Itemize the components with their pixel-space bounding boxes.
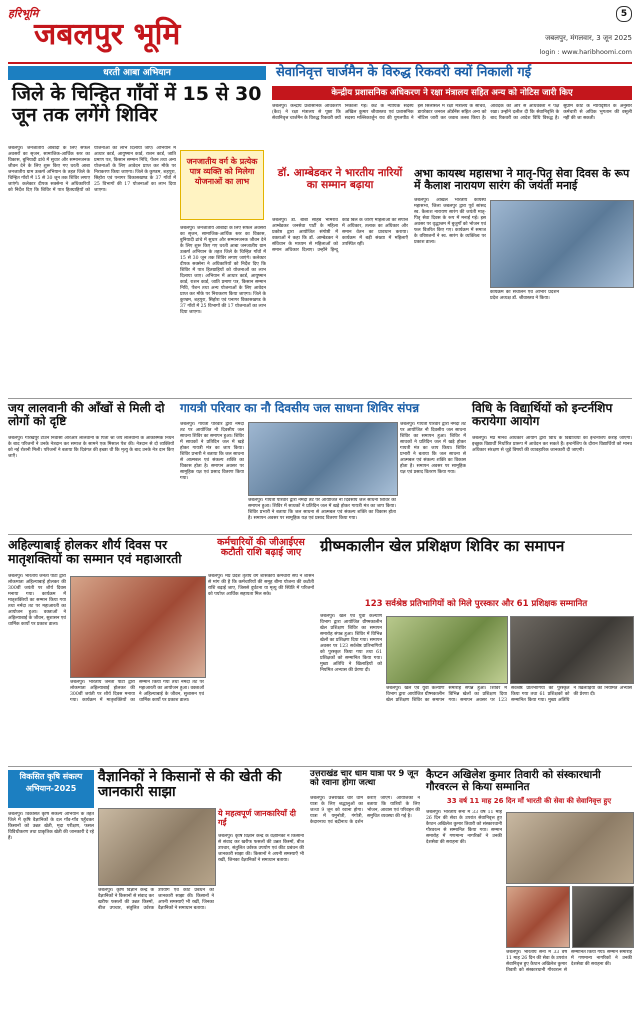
article-vidhi	[472, 402, 632, 532]
body-text: जबलपुर। गोरखपुर टाउन निवासी आरआर लालवानी के पिता श्री जय लालवानी के आकस्मिक निधन के बाद परिजनों ने उनके नेत्रदान कर समाज के सामने एक मिसाल पेश की। नेत्रदान से दो व्यक्तियों को नई रोशनी मिली। परिजनों ने बताया कि दिवंगत की इच्छा थी कि मृत्यु के बाद उनके नेत्र दान किए जाएँ।	[8, 436, 174, 459]
river-photo	[248, 422, 398, 496]
login-link[interactable]: login : www.haribhoomi.com	[539, 48, 632, 56]
body-text: जबलपुर। गायत्री परिवार द्वारा नर्मदा तट पर आयोजित नौ दिवसीय जल साधना शिविर का समापन हुआ। शिविर में साधकों ने प्रतिदिन जल में खड़े होकर गायत्री मंत्र का जाप किया। शिविर प्रभारी ने बताया कि जल साधना से आत्मबल एवं संकल्प शक्ति का विकास होता है। समापन अवसर पर सामूहिक यज्ञ एवं प्रसाद वितरण किया गया।	[180, 422, 244, 481]
body-text: जबलपुर। खेल एवं युवा कल्याण विभाग द्वारा आयोजित ग्रीष्मकालीन खेल प्रशिक्षण शिविर का समापन समारोह संपन्न हुआ। शिविर में विभिन्न खेलों का प्रशिक्षण दिया गया। समापन अवसर पर 123 सर्वश्रेष्ठ प्रतिभागियों को पुरस्कृत किया गया तथा 61 प्रशिक्षकों को सम्मानित किया गया। मुख्य अतिथि ने खिलाड़ियों को नियमित अभ्यास की प्रेरणा दी।	[320, 614, 382, 673]
body-text-2: जबलपुर। भारतीय सेना में 33 वर्ष 11 माह 26 दिन की सेवा के उपरांत सेवानिवृत्त हुए कैप्टन अखिलेश कुमार तिवारी को संस्कारधानी गौरवरत्न से सम्मानित किया गया। सम्मान समारोह में गणमान्य नागरिकों ने उनकी देशसेवा की सराहना की।	[506, 950, 632, 973]
honour-photo-1	[506, 812, 634, 884]
body-text: जबलपुर। उत्तराखंड चार धाम यात्रा के लिए श्रद्धालुओं का जत्था 9 जून को रवाना होगा। यात्रा में यमुनोत्री, गंगोत्री, केदारनाथ एवं बद्रीनाथ के दर्शन कराए जाएंगे। आयोजकों ने बताया कि यात्रियों के लिए भोजन, आवास एवं परिवहन की समुचित व्यवस्था की गई है।	[310, 796, 420, 825]
body-text-2: जबलपुर। कृषि विज्ञान केन्द्र के वैज्ञानिकों ने किसानों से संवाद कर खरीफ फसलों की उन्नत किस्मों, बीज उपचार, संतुलित उर्वरक उपयोग एवं कीट प्रबंधन की जानकारी साझा की। किसानों ने अपनी समस्याएँ भी रखीं, जिनका वैज्ञानिकों ने समाधान बताया।	[98, 888, 214, 911]
section-tag: विकसित कृषि संकल्प अभियान-2025	[8, 770, 94, 808]
article-gayatri	[180, 402, 466, 532]
honour-photo-2	[506, 886, 570, 948]
body-text-2: जबलपुर। गायत्री परिवार द्वारा नर्मदा तट पर आयोजित नौ दिवसीय जल साधना शिविर का समापन हुआ। शिविर में साधकों ने प्रतिदिन जल में खड़े होकर गायत्री मंत्र का जाप किया। शिविर प्रभारी ने बताया कि जल साधना से आत्मबल एवं संकल्प शक्ति का विकास होता है। समापन अवसर पर सामूहिक यज्ञ एवं प्रसाद वितरण किया गया।	[248, 498, 396, 521]
brand-small: हरिभूमि	[8, 7, 39, 20]
divider-3	[8, 766, 632, 767]
article-grishma	[320, 538, 632, 764]
article-vaigyanik	[98, 770, 304, 1006]
headline: विधि के विद्यार्थियों को इन्टर्नशिप करायेगा आयोग	[472, 401, 613, 429]
headline: गायत्री परिवार का नौ दिवसीय जल साधना शिविर संपन्न	[180, 401, 420, 415]
body-text: जबलपुर। विकसित कृषि संकल्प अभियान के तहत जिले में कृषि वैज्ञानिकों के दल गाँव-गाँव पहुँचकर किसानों को उन्नत खेती, मृदा परीक्षण, फसल विविधीकरण तथा प्राकृतिक खेती की जानकारी दे रहे हैं।	[8, 812, 94, 841]
headline: कैप्टन अखिलेश कुमार तिवारी को संस्कारधानी गौरवरत्न से किया सम्मानित	[426, 769, 601, 793]
headline: जय लालवानी की आँखों से मिली दो लोगों को दृष्टि	[8, 401, 165, 429]
article-uttarakhand	[310, 770, 420, 1006]
article-karmachari	[208, 538, 314, 764]
subheadline: केन्द्रीय प्रशासनिक अधिकरण ने रक्षा मंत्रालय सहित अन्य को नोटिस जारी किए	[272, 86, 632, 100]
headline: वैज्ञानिकों ने किसानों से की खेती की जानकारी साझा	[98, 769, 282, 801]
headline: ग्रीष्मकालीन खेल प्रशिक्षण शिविर का समापन	[320, 537, 565, 555]
headline: सेवानिवृत्त चार्जमैन के विरुद्ध रिकवरी क्यों निकाली गई	[276, 65, 532, 80]
body-text: जबलपुर। मप्र मानव अधिकार आयोग द्वारा विधि के विद्यार्थियों को इन्टर्नशिप कराई जाएगी। इच्छुक विद्यार्थी निर्धारित प्रारूप में आवेदन कर सकते हैं। इन्टर्नशिप के दौरान विद्यार्थियों को मानव अधिकार संरक्षण से जुड़े विषयों की व्यावहारिक जानकारी दी जाएगी।	[472, 436, 632, 453]
article-kayastha	[414, 168, 632, 394]
sports-photo-1	[386, 616, 508, 684]
body-text: जबलपुर। मप्र प्रदेश तृतीय वर्ग शासकीय कर्मचारी संघ ने शासन से मांग की है कि कर्मचारियों की समूह बीमा योजना की कटौती राशि बढ़ाई जाए, जिससे दुर्घटना या मृत्यु की स्थिति में परिजनों को पर्याप्त आर्थिक सहायता मिल सके।	[208, 574, 314, 597]
body-text-2: जबलपुर। भारतीय जनता पार्टी द्वारा लोकमाता अहिल्याबाई होलकर की 300वीं जयंती पर शौर्य दिवस मनाया गया। कार्यक्रम में मातृशक्तियों का सम्मान किया गया तथा नर्मदा तट पर महाआरती का आयोजन हुआ। वक्ताओं ने अहिल्याबाई के जीवन, सुशासन एवं धार्मिक कार्यों पर प्रकाश डाला।	[70, 680, 204, 703]
body-text: जबलपुर। भारतीय जनता पार्टी द्वारा लोकमाता अहिल्याबाई होलकर की 300वीं जयंती पर शौर्य दिवस मनाया गया। कार्यक्रम में मातृशक्तियों का सम्मान किया गया तथा नर्मदा तट पर महाआरती का आयोजन हुआ। वक्ताओं ने अहिल्याबाई के जीवन, सुशासन एवं धार्मिक कार्यों पर प्रकाश डाला।	[8, 574, 66, 627]
article-chargeman	[272, 66, 632, 164]
body-text-2: जबलपुर। खेल एवं युवा कल्याण विभाग द्वारा आयोजित ग्रीष्मकालीन खेल प्रशिक्षण शिविर का समापन समारोह संपन्न हुआ। शिविर में विभिन्न खेलों का प्रशिक्षण दिया गया। समापन अवसर पर 123 सर्वश्रेष्ठ प्रतिभागियों को पुरस्कृत किया गया तथा 61 प्रशिक्षकों को सम्मानित किया गया। मुख्य अतिथि ने खिलाड़ियों को नियमित अभ्यास की प्रेरणा दी।	[386, 686, 632, 703]
article-dharti-aaba	[8, 66, 266, 396]
section-tag: धरती आबा अभियान	[8, 66, 266, 80]
body-text: जबलपुर। केन्द्रीय प्रशासनिक अधिकरण (कैट) ने रक्षा मंत्रालय से पूछा कि सेवानिवृत्त चार्जमैन के विरुद्ध रिकवरी क्यों निकाली गई। कैट के न्यायिक सदस्य अखिल कुमार श्रीवास्तव एवं प्रशासनिक सदस्य मल्लिकार्जुन राव की युगलपीठ ने इस सिलसिले में रक्षा मंत्रालय के सचिव, डायरेक्टर जनरल ऑर्डनेंस सहित अन्य को नोटिस जारी कर जवाब तलब किया है। आवेदक की ओर से अधिवक्ता ने पक्ष रखा। उन्होंने दलील दी कि सेवानिवृत्ति के बाद रिकवरी का आदेश विधि विरुद्ध है। सुप्रीम कोर्ट के न्यायदृष्टांत के अनुसार कर्मचारी से अधिक भुगतान की वसूली नहीं की जा सकती।	[272, 104, 632, 121]
headline: जिले के चिन्हित गाँवों में 15 से 30 जून तक लगेंगे शिविर	[12, 83, 262, 126]
body-text: जबलपुर। कृषि विज्ञान केन्द्र के वैज्ञानिकों ने किसानों से संवाद कर खरीफ फसलों की उन्नत किस्मों, बीज उपचार, संतुलित उर्वरक उपयोग एवं कीट प्रबंधन की जानकारी साझा की। किसानों ने अपनी समस्याएँ भी रखीं, जिनका वैज्ञानिकों ने समाधान बताया।	[218, 834, 304, 863]
article-ambedkar	[272, 168, 408, 394]
body-text-3: जबलपुर। गायत्री परिवार द्वारा नर्मदा तट पर आयोजित नौ दिवसीय जल साधना शिविर का समापन हुआ। शिविर में साधकों ने प्रतिदिन जल में खड़े होकर गायत्री मंत्र का जाप किया। शिविर प्रभारी ने बताया कि जल साधना से आत्मबल एवं संकल्प शक्ति का विकास होता है। समापन अवसर पर सामूहिक यज्ञ एवं प्रसाद वितरण किया गया।	[400, 422, 466, 475]
body-text: जबलपुर। जनजातीय आबादी के लिए सफल अवसरों का सृजन, सामाजिक-आर्थिक स्तर का विकास, बुनियादी ढांचे में सुधार और सम्मानजनक जीवन देने के लिए शुरू किए गए धरती आबा जनजातीय ग्राम उत्कर्ष अभियान के तहत जिले के चिन्हित गाँवों में 15 से 30 जून तक शिविर लगाए जाएंगे। कलेक्टर दीपक सक्सेना ने अधिकारियों को निर्देश दिए कि शिविर में पात्र हितग्राहियों को योजनाओं का लाभ दिलाया जाए। अभियान में आधार कार्ड, आयुष्मान कार्ड, राशन कार्ड, जाति प्रमाण पत्र, किसान सम्मान निधि, पेंशन तथा अन्य योजनाओं के लिए आवेदन प्राप्त कर मौके पर निराकरण किया जाएगा। जिले के कुण्डम, शहपुरा, सिहोरा एवं पनागर विकासखण्ड के 37 गाँवों में 25 विभागों की 17 योजनाओं का लाभ दिया जाएगा।	[8, 146, 176, 193]
headline: अहिल्याबाई होलकर शौर्य दिवस पर मातृशक्तियों का सम्मान एवं महाआरती	[8, 537, 182, 566]
headline: उत्तराखंड चार धाम यात्रा पर 9 जून को रवाना होगा जत्था	[310, 769, 419, 789]
divider-1	[8, 398, 632, 399]
headline: कर्मचारियों की जीआईएस कटौती राशि बढ़ाई जाए	[217, 537, 305, 559]
page-number: 5	[616, 6, 632, 22]
honour-photo-3	[572, 886, 634, 948]
sports-photo-2	[510, 616, 634, 684]
photo-caption: कार्यक्रम का संचालन एवं आभार प्रदर्शन प्रदेश अध्यक्ष डॉ. श्रीवास्तव ने किया।	[490, 290, 559, 301]
article-jay-lalwani	[8, 402, 174, 532]
side-highlight: जनजातीय वर्ग के प्रत्येक पात्र व्यक्ति को मिलेगा योजनाओं का लाभ	[180, 150, 264, 220]
headline: अभा कायस्थ महासभा ने मातृ-पितृ सेवा दिवस के रूप में कैलाश नारायण सारंग की जयंती मनाई	[414, 167, 630, 193]
article-viksit-krishi	[8, 770, 94, 1006]
event-photo	[490, 200, 634, 288]
brand-main: जबलपुर भूमि	[34, 17, 181, 52]
headline: डॉ. आम्बेडकर ने भारतीय नारियों का सम्मान बढ़ाया	[277, 167, 403, 191]
article-kaptan	[426, 770, 632, 1006]
divider-2	[8, 534, 632, 535]
header-divider	[8, 62, 632, 64]
article-ahilya	[8, 538, 204, 764]
subheadline: ये महत्वपूर्ण जानकारियाँ दी गईं	[218, 809, 296, 827]
masthead	[8, 4, 632, 60]
body-text: जबलपुर। डॉ. बाबा साहेब भीमराव आम्बेडकर जनसेवा पार्टी के महिला प्रकोष्ठ द्वारा आयोजित संगोष्ठी में वक्ताओं ने कहा कि डॉ. आम्बेडकर ने संविधान के माध्यम से महिलाओं को समान अधिकार दिलाए। उन्होंने हिन्दू कोड बिल के जरिए महिलाओं को संपत्ति में अधिकार, तलाक का अधिकार और समान वेतन का प्रावधान कराया। कार्यक्रम में बड़ी संख्या में महिलाएँ उपस्थित रहीं।	[272, 218, 408, 253]
event-photo	[70, 576, 206, 678]
subheadline: 123 सर्वश्रेष्ठ प्रतिभागियों को मिले पुरस्कार और 61 प्रशिक्षक सम्मानित	[364, 599, 588, 609]
farmers-photo	[98, 808, 216, 886]
date-line: जबलपुर, मंगलवार, 3 जून 2025	[545, 34, 632, 42]
body-text-2: जबलपुर। जनजातीय आबादी के लिए सफल अवसरों का सृजन, सामाजिक-आर्थिक स्तर का विकास, बुनियादी ढांचे में सुधार और सम्मानजनक जीवन देने के लिए शुरू किए गए धरती आबा जनजातीय ग्राम उत्कर्ष अभियान के तहत जिले के चिन्हित गाँवों में 15 से 30 जून तक शिविर लगाए जाएंगे। कलेक्टर दीपक सक्सेना ने अधिकारियों को निर्देश दिए कि शिविर में पात्र हितग्राहियों को योजनाओं का लाभ दिलाया जाए। अभियान में आधार कार्ड, आयुष्मान कार्ड, राशन कार्ड, जाति प्रमाण पत्र, किसान सम्मान निधि, पेंशन तथा अन्य योजनाओं के लिए आवेदन प्राप्त कर मौके पर निराकरण किया जाएगा। जिले के कुण्डम, शहपुरा, सिहोरा एवं पनागर विकासखण्ड के 37 गाँवों में 25 विभागों की 17 योजनाओं का लाभ दिया जाएगा।	[180, 226, 266, 315]
body-text: जबलपुर। अखिल भारतीय कायस्थ महासभा, जिला जबलपुर द्वारा पूर्व सांसद स्व. कैलाश नारायण सारंग की जयंती मातृ-पितृ सेवा दिवस के रूप में मनाई गई। इस अवसर पर वृद्धाश्रम में बुजुर्गों को भोजन एवं फल वितरित किए गए। कार्यक्रम में समाज के वरिष्ठजनों ने स्व. सारंग के व्यक्तित्व पर प्रकाश डाला।	[414, 198, 486, 245]
subheadline: 33 वर्ष 11 माह 26 दिन माँ भारती की सेवा की सेवानिवृत्त हुए	[446, 797, 612, 805]
body-text: जबलपुर। भारतीय सेना में 33 वर्ष 11 माह 26 दिन की सेवा के उपरांत सेवानिवृत्त हुए कैप्टन अखिलेश कुमार तिवारी को संस्कारधानी गौरवरत्न से सम्मानित किया गया। सम्मान समारोह में गणमान्य नागरिकों ने उनकी देशसेवा की सराहना की।	[426, 810, 502, 845]
